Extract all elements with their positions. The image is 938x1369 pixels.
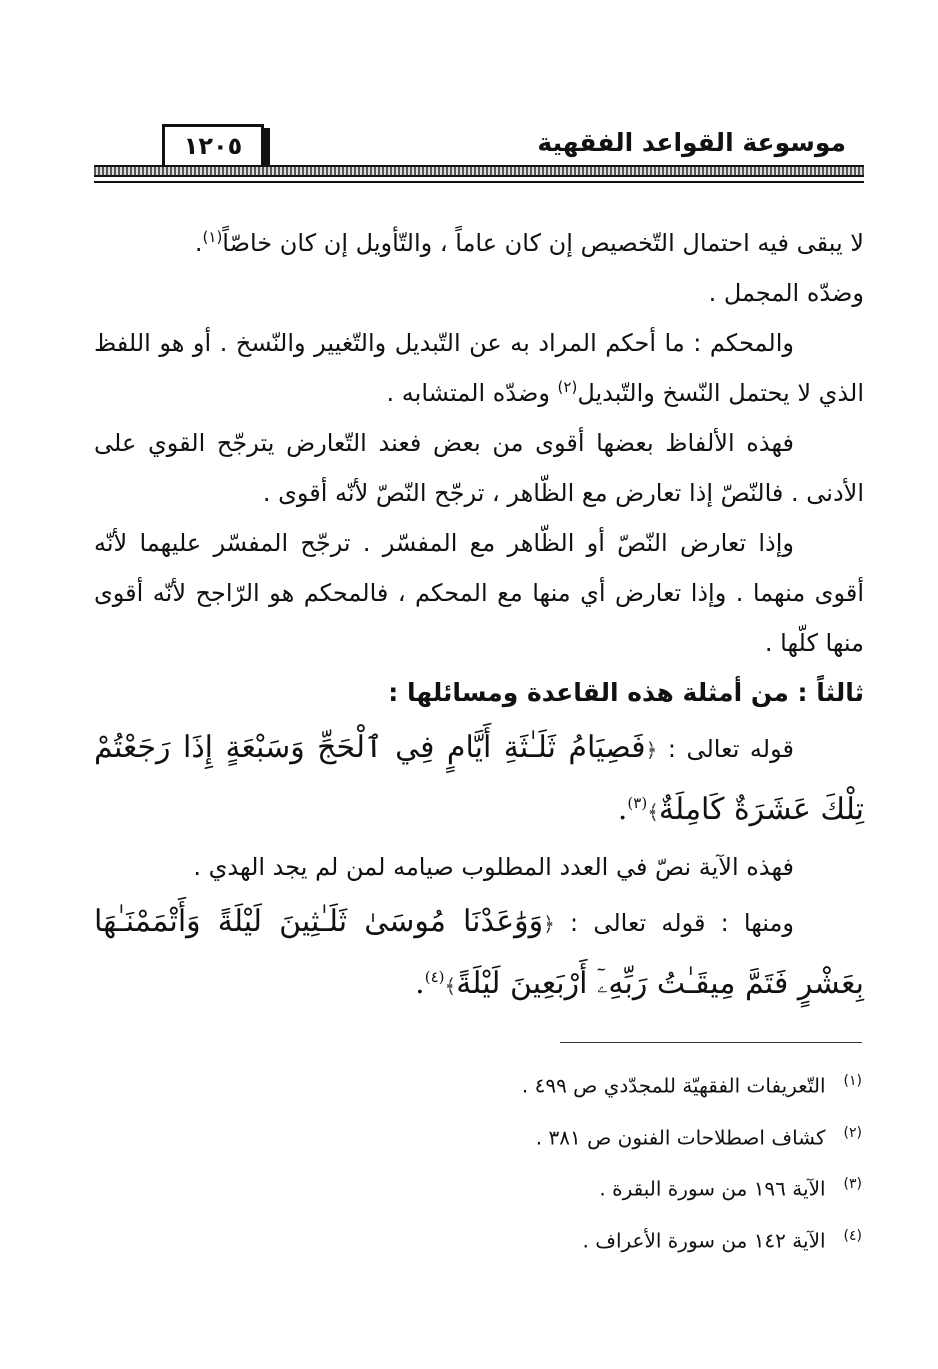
footnote-ref-2: (٢) [557, 378, 578, 396]
footnote-ref-3: (٣) [627, 794, 648, 812]
paragraph-4: فهذه الألفاظ بعضها أقوى من بعض فعند التّعارض يترجّح القوي على الأدنى . فالنّصّ إذا تعارض مع الظّاهر ، ترجّح النّصّ لأنّه أقوى . [94, 429, 864, 507]
example-2: ومنها : قوله تعالى : ﴿وَوَٰعَدْنَا مُوسَىٰ ثَلَـٰثِينَ لَيْلَةً وَأَتْمَمْنَـٰهَا بِعَشْرٍ فَتَمَّ مِيقَـٰتُ رَبِّهِۦٓ أَرْبَعِينَ لَيْلَةً﴾$^{(٤)}$. [94, 904, 864, 1001]
footnote-3: $^{(٣)}$الآية ١٩٦ من سورة البقرة . [599, 1176, 862, 1201]
book-title: موسوعة القواعد الفقهية [537, 128, 846, 157]
verse-close-mark: ﴾ [647, 800, 659, 824]
paragraph-3: والمحكم : ما أحكم المراد به عن التّبديل والتّغيير والنّسخ . أو هو اللفظ الذي لا يحتمل النّسخ والتّبديل$^{(٢)}$ وضدّه المتشابه . [94, 329, 864, 407]
header-rule [94, 165, 864, 177]
verse-close-mark-2: ﴾ [444, 974, 457, 998]
footnote-1: $^{(١)}$التّعريفات الفقهيّة للمجدّدي ص ٤٩٩ . [521, 1073, 862, 1098]
footnote-2: $^{(٢)}$كشاف اصطلاحات الفنون ص ٣٨١ . [535, 1124, 862, 1150]
verse-open-mark: ﴿ [645, 738, 658, 762]
body-text [94, 218, 864, 1016]
footnote-4: $^{(٤)}$الآية ١٤٢ من سورة الأعراف . [582, 1227, 862, 1253]
paragraph-2: وضدّه المجمل . [708, 279, 864, 307]
verse-open-mark-2: ﴿ [543, 912, 555, 936]
footnote-rule [560, 1042, 862, 1043]
verse-1: فَصِيَامُ ثَلَـٰثَةِ أَيَّامٍ فِي ٱلْحَجِّ وَسَبْعَةٍ إِذَا رَجَعْتُمْ تِلْكَ عَشَرَةٌ كَامِلَةٌ [94, 730, 864, 827]
example-1-note: فهذه الآية نصّ في العدد المطلوب صيامه لمن لم يجد الهدي . [193, 853, 794, 881]
paragraph-1: لا يبقى فيه احتمال التّخصيص إن كان عاماً ، والتّأويل إن كان خاصّاً$^{(١)}$. [194, 228, 864, 257]
example-1: قوله تعالى : ﴿فَصِيَامُ ثَلَـٰثَةِ أَيَّامٍ فِي ٱلْحَجِّ وَسَبْعَةٍ إِذَا رَجَعْتُمْ تِلْكَ عَشَرَةٌ كَامِلَةٌ﴾$^{(٣)}$. [94, 730, 864, 827]
page-number: ١٢٠٥ [183, 132, 243, 160]
section-heading: ثالثاً : من أمثلة هذه القاعدة ومسائلها : [388, 678, 864, 707]
footnote-ref-1: (١) [202, 228, 223, 246]
footnote-ref-4: (٤) [424, 968, 445, 986]
page-number-box [162, 124, 264, 168]
footnotes [162, 1058, 862, 1265]
paragraph-5: وإذا تعارض النّصّ أو الظّاهر مع المفسّر . ترجّح المفسّر عليهما لأنّه أقوى منهما . وإذا تعارض أي منها مع المحكم ، فالمحكم هو الرّاجح لأنّه أقوى منها كلّها . [94, 529, 864, 657]
header-rule-thin [94, 181, 864, 183]
verse-2: وَوَٰعَدْنَا مُوسَىٰ ثَلَـٰثِينَ لَيْلَةً وَأَتْمَمْنَـٰهَا بِعَشْرٍ فَتَمَّ مِيقَـٰتُ رَبِّهِۦٓ أَرْبَعِينَ لَيْلَةً [94, 904, 864, 1001]
